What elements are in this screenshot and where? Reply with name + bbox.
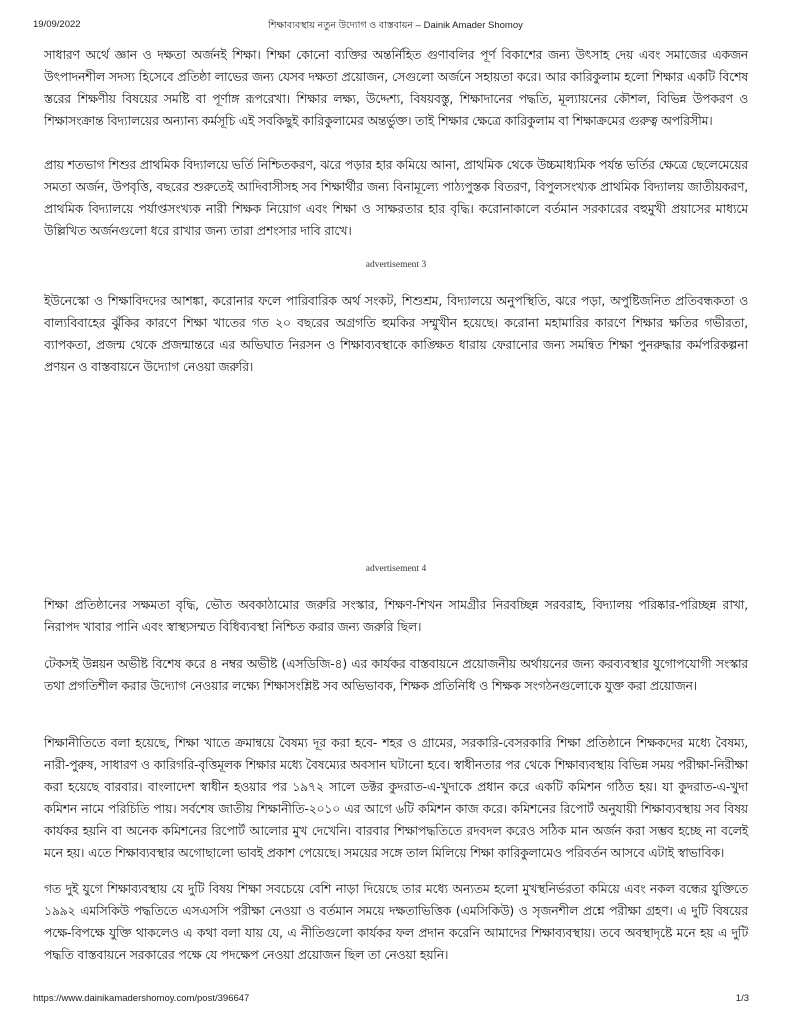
article-paragraph: সাধারণ অর্থে জ্ঞান ও দক্ষতা অর্জনই শিক্ষা। শিক্ষা কোনো ব্যক্তির অন্তর্নিহিত গুণাবলির পূর্ণ বিকাশের জন্য উৎসাহ দেয় এবং সমাজের একজন উৎপাদনশীল সদস্য হিসেবে প্রতিষ্ঠা লাভের জন্য যেসব দক্ষতা প্রয়োজন, সেগুলো অর্জনে সহায়তা করে। আর কারিকুলাম হলো শিক্ষার একটি বিশেষ স্তরের শিক্ষণীয় বিষয়ের সমষ্টি বা পূর্ণাঙ্গ রূপরেখা। শিক্ষার লক্ষ্য, উদ্দেশ্য, বিষয়বস্তু, শিক্ষাদানের পদ্ধতি, মূল্যায়নের কৌশল, বিভিন্ন উপকরণ ও শিক্ষাসংক্রান্ত বিদ্যালয়ের অন্যান্য কর্মসূচি এই সবকিছুই কারিকুলামের অন্তর্ভুক্ত। তাই শিক্ষার ক্ষেত্রে কারিকুলাম বা শিক্ষাক্রমের গুরুত্ব অপরিসীম। [44,47,748,128]
advertisement-label: advertisement 3 [365,260,427,270]
source-url[interactable]: https://www.dainikamadershomoy.com/post/396647 [33,993,250,1004]
article-paragraph: ইউনেস্কো ও শিক্ষাবিদদের আশঙ্কা, করোনার ফলে পারিবারিক অর্থ সংকট, শিশুশ্রম, বিদ্যালয়ে অনুপস্থিতি, ঝরে পড়া, অপুষ্টিজনিত প্রতিবন্ধকতা ও বাল্যবিবাহের ঝুঁকির কারণে শিক্ষা খাতের গত ২০ বছরের অগ্রগতি হুমকির সম্মুখীন হয়েছে। করোনা মহামারির কারণে শিক্ষার ক্ষতির গভীরতা, ব্যাপকতা, প্রজন্ম থেকে প্রজন্মান্তরে এর অভিঘাত নিরসন ও শিক্ষাব্যবস্থাকে কাঙ্ক্ষিত ধারায় ফেরানোর জন্য সমন্বিত শিক্ষা পুনরুদ্ধার কর্মপরিকল্পনা প্রণয়ন ও বাস্তবায়নে উদ্যোগ নেওয়া জরুরি। [44,293,748,374]
print-header [0,19,791,33]
article-paragraph: গত দুই যুগে শিক্ষাব্যবস্থায় যে দুটি বিষয় শিক্ষা সবচেয়ে বেশি নাড়া দিয়েছে তার মধ্যে অন্যতম হলো মুখস্থনির্ভরতা কমিয়ে এবং নকল বন্ধের যুক্তিতে ১৯৯২ এমসিকিউ পদ্ধতিতে এসএসসি পরীক্ষা নেওয়া ও বর্তমান সময়ে দক্ষতাভিত্তিক (এমসিকিউ) ও সৃজনশীল প্রশ্নে পরীক্ষা গ্রহণ। এ দুটি বিষয়ের পক্ষে-বিপক্ষে যুক্তি থাকলেও এ কথা বলা যায় যে, এ নীতিগুলো কার্যকর ফল প্রদান করেনি আমাদের শিক্ষাব্যবস্থায়। তবে অবস্থাদৃষ্টে মনে হয় এ দুটি পদ্ধতি বাস্তবায়নে সরকারের পক্ষে যে পদক্ষেপ নেওয়া প্রয়োজন ছিল তা নেওয়া হয়নি। [44,881,748,962]
print-date: 19/09/2022 [33,19,81,30]
article-paragraph: শিক্ষানীতিতে বলা হয়েছে, শিক্ষা খাতে ক্রমান্বয়ে বৈষম্য দূর করা হবে- শহর ও গ্রামের, সরকারি-বেসরকারি শিক্ষা প্রতিষ্ঠানে শিক্ষকদের মধ্যে বৈষম্য, নারী-পুরুষ, সাধারণ ও কারিগরি-বৃত্তিমূলক শিক্ষার মধ্যে বৈষম্যের অবসান ঘটানো হবে। স্বাধীনতার পর থেকে শিক্ষাব্যবস্থায় বিভিন্ন সময় পরীক্ষা-নিরীক্ষা করা হয়েছে বারবার। বাংলাদেশ স্বাধীন হওয়ার পর ১৯৭২ সালে ডক্টর কুদরাত-এ-খুদাকে প্রধান করে একটি কমিশন গঠিত হয়। যা কুদরাত-এ-খুদা কমিশন নামে পরিচিতি পায়। সর্বশেষ জাতীয় শিক্ষানীতি-২০১০ এর আগে ৬টি কমিশন কাজ করে। কমিশনের রিপোর্ট অনুযায়ী শিক্ষাব্যবস্থায় সব বিষয় কার্যকর হয়নি বা অনেক কমিশনের রিপোর্ট আলোর মুখ দেখেনি। বারবার শিক্ষাপদ্ধতিতে রদবদল করেও সঠিক মান অর্জন করা সম্ভব হচ্ছে না বলেই মনে হয়। এতে শিক্ষাব্যবস্থার অগোছালো ভাবই প্রকাশ পেয়েছে। সময়ের সঙ্গে তাল মিলিয়ে শিক্ষা কারিকুলামেও পরিবর্তন আসবে এটাই স্বাভাবিক। [44,735,748,860]
article-paragraph: টেকসই উন্নয়ন অভীষ্ট বিশেষ করে ৪ নম্বর অভীষ্ট (এসডিজি-৪) এর কার্যকর বাস্তবায়নে প্রয়োজনীয় অর্থায়নের জন্য করব্যবস্থার যুগোপযোগী সংস্কার তথা প্রগতিশীল করার উদ্যোগ নেওয়ার লক্ষ্যে শিক্ষাসংশ্লিষ্ট সব অভিভাবক, শিক্ষক প্রতিনিধি ও শিক্ষক সংগঠনগুলোকে যুক্ত করা প্রয়োজন। [44,656,748,693]
advertisement-label: advertisement 4 [365,564,427,574]
article-paragraph: শিক্ষা প্রতিষ্ঠানের সক্ষমতা বৃদ্ধি, ভৌত অবকাঠামোর জরুরি সংস্কার, শিক্ষণ-শিখন সামগ্রীর নিরবচ্ছিন্ন সরবরাহ, বিদ্যালয় পরিষ্কার-পরিচ্ছন্ন রাখা, নিরাপদ খাবার পানি এবং স্বাস্থ্যসম্মত বিধিব্যবস্থা নিশ্চিত করার জন্য জরুরি ছিল। [44,597,748,634]
page-number: 1/3 [735,993,749,1004]
article-paragraph: প্রায় শতভাগ শিশুর প্রাথমিক বিদ্যালয়ে ভর্তি নিশ্চিতকরণ, ঝরে পড়ার হার কমিয়ে আনা, প্রাথমিক থেকে উচ্চমাধ্যমিক পর্যন্ত ভর্তির ক্ষেত্রে ছেলেমেয়ের সমতা অর্জন, উপবৃত্তি, বছরের শুরুতেই আদিবাসীসহ সব শিক্ষার্থীর জন্য বিনামূল্যে পাঠ্যপুস্তক বিতরণ, বিপুলসংখ্যক প্রাথমিক বিদ্যালয় জাতীয়করণ, প্রাথমিক বিদ্যালয়ে পর্যাপ্তসংখ্যক নারী শিক্ষক নিয়োগ এবং শিক্ষা ও সাক্ষরতার হার বৃদ্ধি। করোনাকালে বর্তমান সরকারের বহুমুখী প্রয়াসের মাধ্যমে উল্লিখিত অর্জনগুলো ধরে রাখার জন্য তারা প্রশংসার দাবি রাখে। [44,157,748,238]
page-title: শিক্ষাব্যবস্থায় নতুন উদ্যোগ ও বাস্তবায়ন – Dainik Amader Shomoy [268,20,523,31]
